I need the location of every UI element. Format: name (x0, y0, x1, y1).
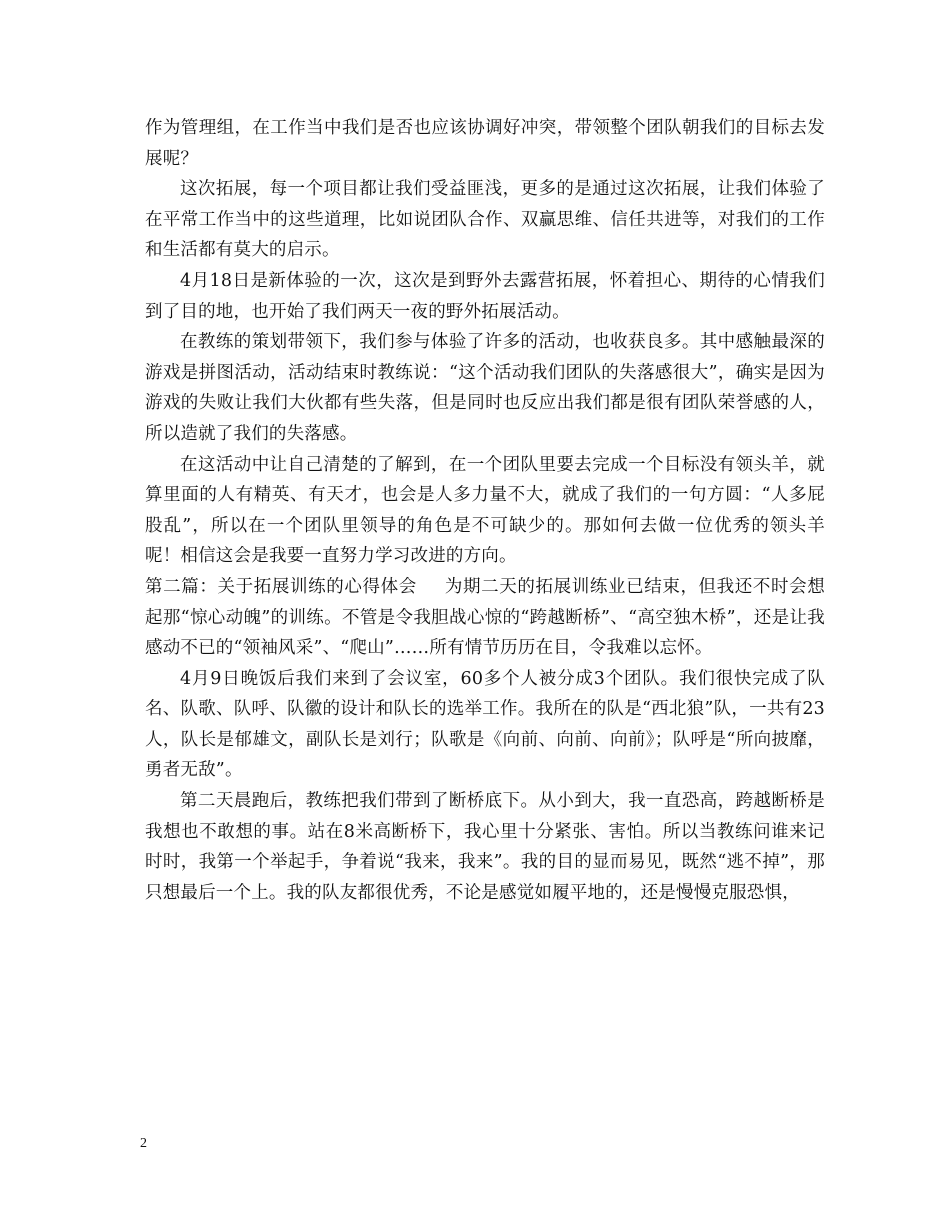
paragraph-2: 这次拓展，每一个项目都让我们受益匪浅，更多的是通过这次拓展，让我们体验了在平常工作当中的这些道理，比如说团队合作、双赢思维、信任共进等，对我们的工作和生活都有莫大的启示。 (145, 179, 825, 261)
document-body (145, 113, 825, 908)
page-number: 2 (140, 1136, 147, 1151)
paragraph-4: 在教练的策划带领下，我们参与体验了许多的活动，也收获良多。其中感触最深的游戏是拼图活动，活动结束时教练说：“这个活动我们团队的失落感很大”，确实是因为游戏的失败让我们大伙都有些失落，但是同时也反应出我们都是很有团队荣誉感的人，所以造就了我们的失落感。 (145, 332, 825, 444)
section-text: 为期二天的拓展训练业已结束，但我还不时会想起那“惊心动魄”的训练。不管是令我胆战心惊的“跨越断桥”、“高空独木桥”，还是让我感动不已的“领袖风采”、“爬山”……所有情节历历在目，令我难以忘怀。 (145, 576, 825, 659)
paragraph-3: 4月18日是新体验的一次，这次是到野外去露营拓展，怀着担心、期待的心情我们到了目的地，也开始了我们两天一夜的野外拓展活动。 (145, 270, 825, 322)
paragraph-7: 第二天晨跑后，教练把我们带到了断桥底下。从小到大，我一直恐高，跨越断桥是我想也不敢想的事。站在8米高断桥下，我心里十分紧张、害怕。所以当教练问谁来记时时，我第一个举起手，争着说“我来，我来”。我的目的显而易见，既然“逃不掉”，那只想最后一个上。我的队友都很优秀，不论是感觉如履平地的，还是慢慢克服恐惧， (145, 791, 825, 903)
paragraph-6: 4月9日晚饭后我们来到了会议室，60多个人被分成3个团队。我们很快完成了队名、队歌、队呼、队徽的设计和队长的选举工作。我所在的队是“西北狼”队，一共有23人，队长是郁雄文，副队长是刘行；队歌是《向前、向前、向前》；队呼是“所向披靡，勇者无敌”。 (145, 668, 825, 781)
paragraph-1: 作为管理组，在工作当中我们是否也应该协调好冲突，带领整个团队朝我们的目标去发展呢？ (145, 118, 825, 169)
section-paragraph (145, 572, 825, 664)
section-heading: 第二篇：关于拓展训练的心得体会 (145, 576, 417, 597)
paragraph-5: 在这活动中让自己清楚的了解到，在一个团队里要去完成一个目标没有领头羊，就算里面的人有精英、有天才，也会是人多力量不大，就成了我们的一句方圆：“人多屁股乱”，所以在一个团队里领导的角色是不可缺少的。那如何去做一位优秀的领头羊呢！相信这会是我要一直努力学习改进的方向。 (145, 454, 825, 567)
